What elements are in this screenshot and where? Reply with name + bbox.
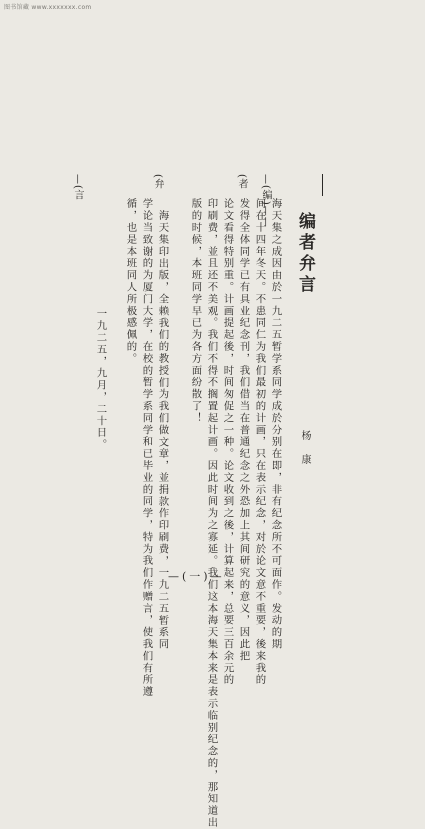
date-line: 一九二五，九月，二十日。 (94, 308, 107, 451)
author-name: 杨康 (299, 430, 310, 478)
header-right-top: —(编)—— (260, 174, 271, 228)
page-number: —(一)— (168, 570, 225, 583)
paragraph-line-6: 版的时候，本班同学早已为各方面纷散了！ (189, 198, 202, 425)
header-left-bottom: —(言 (72, 174, 83, 201)
paragraph-line-3: 发得全体同学已有具业纪念刊，我们借当在普通纪念之外恐加上其间研究的意义，因此把 (237, 198, 250, 663)
paragraph-line-7: 海天集印出版，全赖我们的教授们为我们做文章，並捐款作印刷费，一九二五暂系同 (156, 210, 169, 651)
paragraph-line-5: 印刷费，並且还不美观。我们不得不搁置起计画。因此时间为之寡延。我们这本海天集本来是表示临别纪念的，那知道出 (205, 198, 218, 829)
paragraph-line-4: 论文看得特别重。计画提起後，时间匆促之一种。论文收到之後，计算起来，总要三百余元的 (221, 198, 234, 686)
paragraph-line-1: 海天集之成因由於一九二五暂学系同学成於分别在即，非有纪念所不可面作。发动的期 (269, 198, 282, 651)
paragraph-line-2: 间在十四年冬天。不患同仁为我们最初的计画，只在表示纪念，对於论文意不重要，後来我的 (253, 198, 266, 686)
paragraph-line-8: 学论当致谢的为厦门大学，在校的暂学系同学和已毕业的同学，特为我们作赠言，使我们有所遵 (140, 198, 153, 698)
paragraph-line-9: 循，也是本班同人所极感佩的。 (124, 198, 137, 365)
scan-watermark: 图书馆藏 www.xxxxxxx.com (4, 4, 92, 11)
header-left-mid: (弁 (152, 174, 163, 190)
title-rule (322, 174, 323, 196)
header-right-mid: (者 (236, 174, 247, 190)
page-title: 编者弁言 (295, 212, 315, 296)
